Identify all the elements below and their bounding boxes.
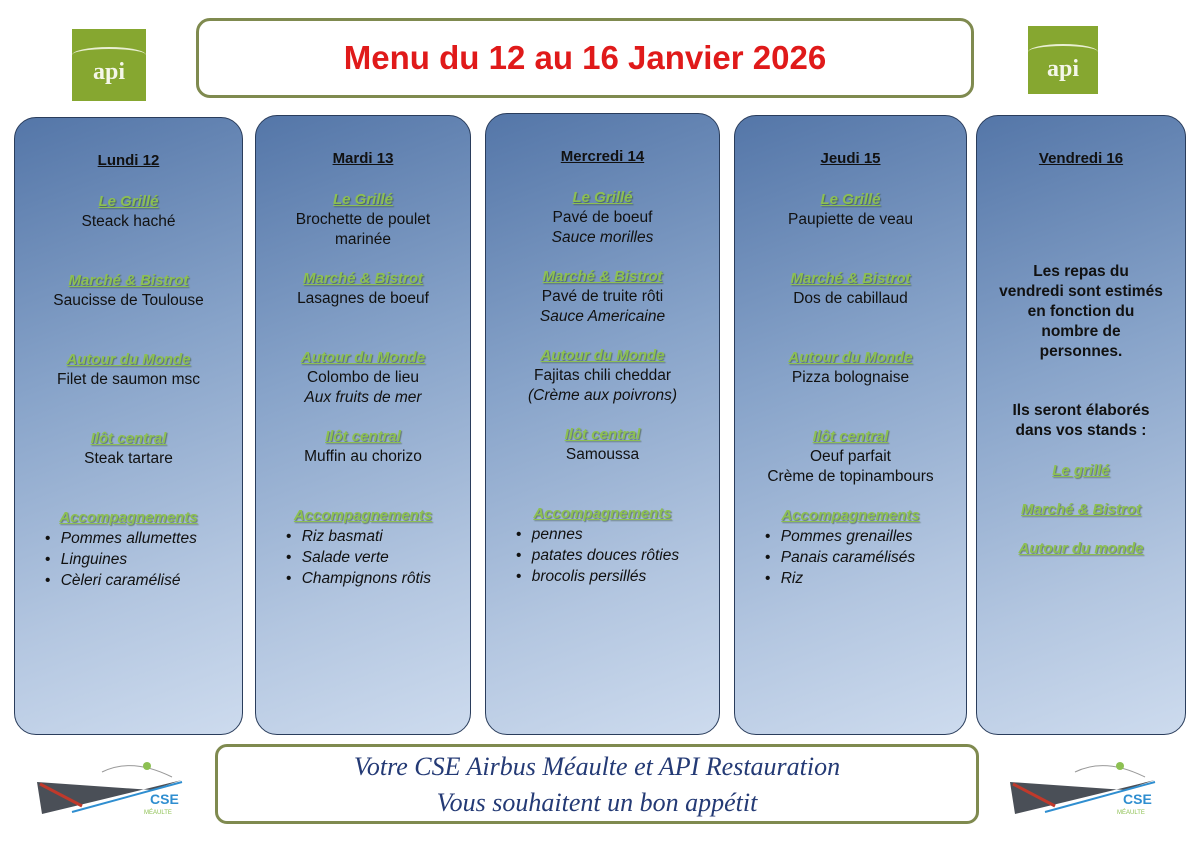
dish: Oeuf parfait	[810, 448, 891, 465]
dish: (Crème aux poivrons)	[527, 387, 678, 404]
section-title: Autour du Monde	[788, 349, 913, 366]
menu-section	[15, 350, 242, 429]
day-title: Mercredi 14	[560, 148, 645, 165]
footer-line-1: Votre CSE Airbus Méaulte et API Restauration	[353, 752, 841, 781]
section-title: Autour du Monde	[66, 351, 191, 368]
day-column	[734, 115, 967, 735]
side-dish: • Riz basmati	[286, 526, 470, 547]
section-title: Accompagnements	[293, 507, 433, 524]
friday-note-line: Les repas du	[1033, 263, 1129, 280]
section-title: Marché & Bistrot	[302, 270, 424, 287]
api-logo-text: api	[1046, 56, 1079, 82]
dish: Dos de cabillaud	[793, 290, 908, 307]
friday-note-line: en fonction du	[1027, 303, 1135, 320]
dish: Colombo de lieu	[306, 369, 419, 386]
section-title: Ilôt central	[90, 430, 167, 447]
menu-section	[735, 427, 966, 506]
friday-stand: Autour du monde	[1018, 540, 1144, 557]
friday-note-line: nombre de	[1041, 323, 1121, 340]
dish: Aux fruits de mer	[304, 389, 422, 406]
menu-section	[256, 348, 470, 427]
cse-meaulte-logo-left	[32, 752, 192, 822]
api-logo-right	[1028, 26, 1098, 94]
side-dish-list	[15, 528, 242, 591]
side-dish: • pennes	[516, 524, 719, 545]
section-title: Accompagnements	[781, 507, 920, 524]
footer-line-2: Vous souhaitent un bon appétit	[436, 788, 758, 817]
menu-section	[486, 188, 719, 267]
api-logo-text: api	[92, 59, 125, 85]
cse-meaulte-logo-right	[1005, 752, 1165, 822]
svg-text:MÉAULTE: MÉAULTE	[144, 810, 172, 816]
dish: Sauce morilles	[551, 229, 654, 246]
day-column	[14, 117, 243, 735]
dish: Steak tartare	[84, 450, 173, 467]
dish: Paupiette de veau	[788, 211, 913, 228]
menu-section	[486, 346, 719, 425]
friday-stand: Le grillé	[1052, 462, 1110, 479]
dish: Samoussa	[565, 446, 640, 463]
section-title: Ilôt central	[812, 428, 889, 445]
section-title: Marché & Bistrot	[542, 268, 663, 285]
dish: Lasagnes de boeuf	[297, 290, 429, 307]
section-title: Le Grillé	[332, 191, 394, 208]
page-title: Menu du 12 au 16 Janvier 2026	[343, 39, 827, 76]
friday-note-line: vendredi sont estimés	[999, 283, 1163, 300]
day-title: Mardi 13	[332, 150, 394, 167]
dish: Filet de saumon msc	[57, 371, 200, 388]
friday-note-line: Ils seront élaborés	[1012, 402, 1150, 419]
side-dish: • brocolis persillés	[516, 566, 719, 587]
section-title: Marché & Bistrot	[68, 272, 189, 289]
day-column	[485, 113, 720, 735]
section-title: Accompagnements	[59, 509, 198, 526]
side-dish: • Panais caramélisés	[765, 547, 966, 568]
menu-section	[15, 271, 242, 350]
side-dish-list	[486, 524, 719, 587]
dish: Steack haché	[81, 213, 176, 230]
friday-note-line: dans vos stands :	[1015, 422, 1147, 439]
side-dish-list	[256, 526, 470, 589]
dish: Fajitas chili cheddar	[534, 367, 671, 384]
menu-section	[486, 267, 719, 346]
svg-text:CSE: CSE	[150, 791, 179, 807]
section-title: Le Grillé	[820, 191, 881, 208]
section-title: Le Grillé	[572, 189, 633, 206]
dish: Saucisse de Toulouse	[53, 292, 204, 309]
side-dish-list	[735, 526, 966, 589]
friday-note-line: personnes.	[1039, 343, 1123, 360]
side-dish: • Champignons rôtis	[286, 568, 470, 589]
menu-section	[735, 269, 966, 348]
menu-section	[15, 192, 242, 271]
menu-section	[256, 190, 470, 269]
menu-section	[735, 348, 966, 427]
side-dish: • Riz	[765, 568, 966, 589]
day-column-friday	[976, 115, 1186, 735]
side-dish: • Pommes allumettes	[45, 528, 242, 549]
friday-stand: Marché & Bistrot	[1020, 501, 1142, 518]
footer-box	[215, 744, 979, 824]
dish: Crème de topinambours	[767, 468, 934, 485]
side-dish: • Cèleri caramélisé	[45, 570, 242, 591]
day-title: Vendredi 16	[1038, 150, 1124, 167]
section-title: Ilôt central	[325, 428, 401, 445]
day-title: Lundi 12	[97, 152, 160, 169]
section-title: Ilôt central	[564, 426, 641, 443]
menu-section	[735, 190, 966, 269]
dish: marinée	[335, 231, 391, 248]
side-dish: • patates douces rôties	[516, 545, 719, 566]
svg-text:MÉAULTE: MÉAULTE	[1117, 810, 1145, 816]
dish: Pavé de truite rôti	[541, 288, 664, 305]
section-title: Marché & Bistrot	[790, 270, 911, 287]
menu-section	[256, 269, 470, 348]
menu-section	[256, 427, 470, 506]
side-dish: • Linguines	[45, 549, 242, 570]
section-title: Autour du Monde	[540, 347, 665, 364]
api-logo-left	[72, 29, 146, 101]
dish: Sauce Americaine	[539, 308, 666, 325]
dish: Pavé de boeuf	[552, 209, 653, 226]
dish: Brochette de poulet	[295, 211, 431, 228]
section-title: Le Grillé	[98, 193, 159, 210]
menu-section	[15, 429, 242, 508]
day-column	[255, 115, 471, 735]
svg-text:CSE: CSE	[1123, 791, 1152, 807]
day-title: Jeudi 15	[820, 150, 881, 167]
side-dish: • Pommes grenailles	[765, 526, 966, 547]
title-box	[196, 18, 974, 98]
dish: Pizza bolognaise	[791, 369, 910, 386]
dish: Muffin au chorizo	[304, 448, 422, 465]
menu-section	[486, 425, 719, 504]
side-dish: • Salade verte	[286, 547, 470, 568]
section-title: Autour du Monde	[300, 349, 426, 366]
section-title: Accompagnements	[533, 505, 672, 522]
